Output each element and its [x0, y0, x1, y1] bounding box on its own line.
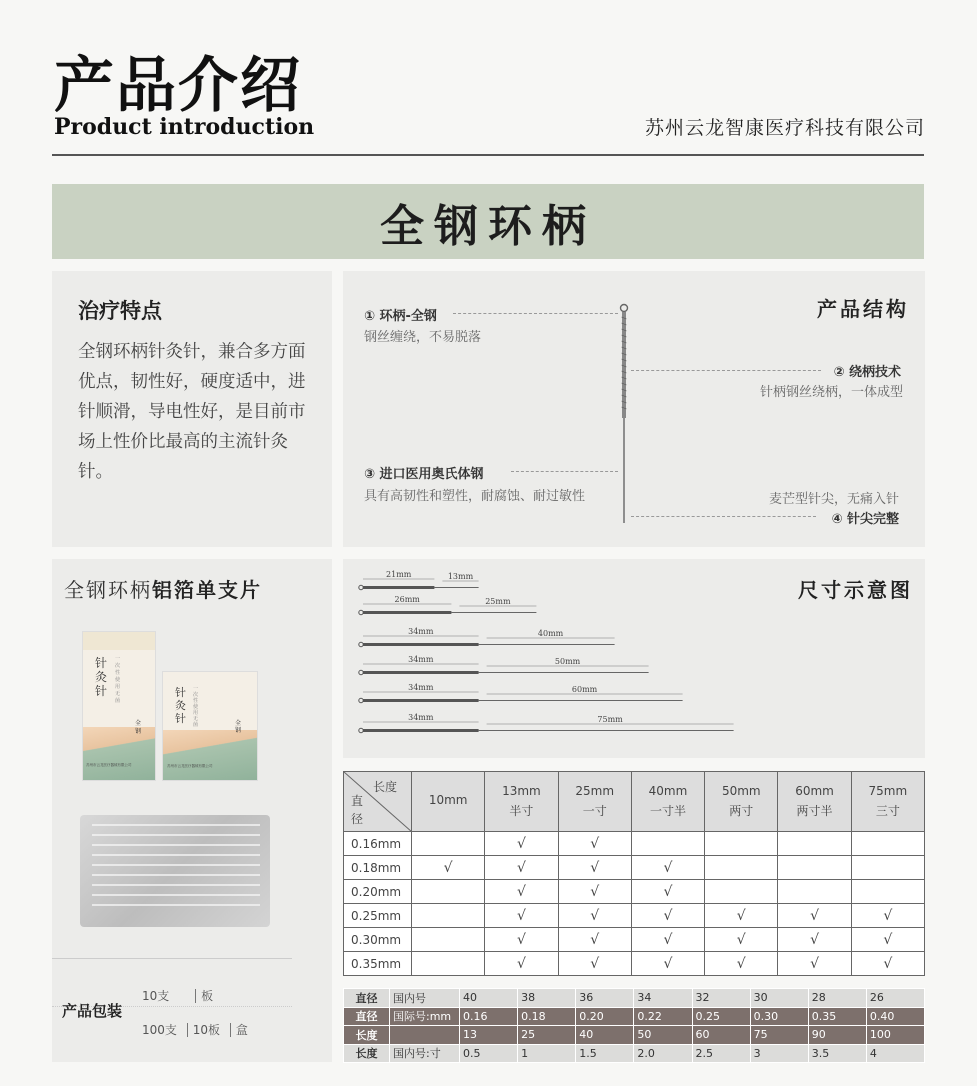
size-diagram-panel [343, 559, 925, 758]
conversion-value: 13 [460, 1026, 518, 1045]
spec-cell [412, 880, 485, 904]
conversion-value: 0.30 [750, 1007, 808, 1026]
structure-label-2: ② 绕柄技术 [833, 365, 901, 380]
conversion-subkey [390, 1026, 460, 1045]
leader-line-2 [631, 370, 821, 371]
conversion-value: 38 [518, 989, 576, 1008]
needle-40mm [359, 627, 615, 647]
size-diagram-title: 尺寸示意图 [798, 578, 913, 602]
spec-cell: √ [851, 952, 924, 976]
spec-cell: √ [851, 928, 924, 952]
spec-table [343, 771, 925, 976]
spec-col-25mm: 25mm 一寸 [558, 772, 631, 832]
conversion-value: 26 [866, 989, 924, 1008]
conversion-subkey: 国内号 [390, 989, 460, 1008]
body-length-label: 40mm [537, 629, 564, 638]
spec-row [344, 856, 925, 880]
features-body: 全钢环柄针灸针，兼合多方面优点，韧性好，硬度适中，进针顺滑，导电性好，是目前市场上性价比最高的主流针灸针。 [78, 342, 306, 482]
product-panel [52, 559, 332, 1062]
spec-col-40mm: 40mm 一寸半 [631, 772, 704, 832]
conversion-value: 0.20 [576, 1007, 634, 1026]
body-length-label: 75mm [597, 715, 623, 724]
spec-cell [705, 856, 778, 880]
conversion-subkey: 国内号:寸 [390, 1044, 460, 1063]
conversion-value: 0.25 [692, 1007, 750, 1026]
header-divider [52, 154, 924, 156]
spec-cell: √ [778, 904, 851, 928]
conversion-value: 40 [460, 989, 518, 1008]
spec-cell [705, 880, 778, 904]
conversion-value: 25 [518, 1026, 576, 1045]
conversion-key: 直径 [344, 1007, 390, 1026]
spec-cell: √ [558, 904, 631, 928]
product-box-small: 针灸针 一次性使用无菌 全钢 苏州市云龙医疗器械有限公司 [162, 671, 258, 781]
spec-cell: √ [631, 904, 704, 928]
conversion-value: 0.18 [518, 1007, 576, 1026]
spec-cell [778, 880, 851, 904]
body-length-label: 50mm [554, 657, 581, 666]
spec-cell: √ [412, 856, 485, 880]
structure-panel [343, 271, 925, 547]
page-subtitle: Product introduction [54, 114, 315, 140]
conversion-value: 4 [866, 1044, 924, 1063]
conversion-value: 0.16 [460, 1007, 518, 1026]
spec-cell: √ [558, 952, 631, 976]
spec-cell: √ [778, 928, 851, 952]
packaging-label: 产品包装 [62, 1002, 123, 1020]
conversion-key: 长度 [344, 1026, 390, 1045]
handle-length-label: 34mm [408, 713, 434, 722]
spec-row [344, 952, 925, 976]
spec-cell [412, 928, 485, 952]
spec-corner: 长度 直 径 [344, 772, 412, 832]
structure-sub-4: 麦芒型针尖，无痛入针 [768, 492, 899, 507]
body-length-label: 13mm [447, 572, 474, 581]
needle-60mm [359, 683, 683, 703]
structure-sub-1: 钢丝缠绕，不易脱落 [364, 330, 482, 345]
conversion-value: 1 [518, 1044, 576, 1063]
spec-diameter: 0.30mm [344, 928, 412, 952]
product-name: 全钢环柄 [380, 200, 596, 252]
spec-col-50mm: 50mm 两寸 [705, 772, 778, 832]
conversion-row [344, 989, 925, 1008]
spec-cell: √ [631, 928, 704, 952]
spec-col-10mm: 10mm [412, 772, 485, 832]
spec-cell: √ [485, 856, 558, 880]
conversion-value: 60 [692, 1026, 750, 1045]
spec-cell [778, 832, 851, 856]
structure-title: 产品结构 [817, 297, 909, 321]
spec-cell [778, 856, 851, 880]
spec-col-60mm: 60mm 两寸半 [778, 772, 851, 832]
spec-cell: √ [485, 832, 558, 856]
conversion-value: 0.5 [460, 1044, 518, 1063]
conversion-value: 3.5 [808, 1044, 866, 1063]
spec-cell: √ [705, 952, 778, 976]
features-panel [52, 271, 332, 547]
conversion-key: 直径 [344, 989, 390, 1008]
company-name: 苏州云龙智康医疗科技有限公司 [644, 117, 925, 139]
spec-cell: √ [705, 904, 778, 928]
spec-cell [705, 832, 778, 856]
structure-label-3: ③ 进口医用奥氏体钢 [364, 467, 484, 482]
leader-line-1 [453, 313, 618, 314]
spec-cell: √ [558, 856, 631, 880]
spec-col-75mm: 75mm 三寸 [851, 772, 924, 832]
spec-cell [412, 832, 485, 856]
handle-length-label: 21mm [386, 570, 412, 579]
leader-line-3 [511, 471, 618, 472]
spec-cell: √ [485, 928, 558, 952]
conversion-value: 100 [866, 1026, 924, 1045]
conversion-value: 1.5 [576, 1044, 634, 1063]
structure-label-1: ① 环柄-全钢 [364, 309, 437, 324]
conversion-value: 0.35 [808, 1007, 866, 1026]
size-diagram [343, 559, 925, 758]
handle-length-label: 34mm [408, 683, 434, 692]
packaging-divider [52, 958, 292, 959]
conversion-value: 75 [750, 1026, 808, 1045]
spec-cell [851, 856, 924, 880]
spec-row [344, 928, 925, 952]
spec-cell: √ [558, 880, 631, 904]
conversion-table [343, 988, 925, 1063]
conversion-value: 2.5 [692, 1044, 750, 1063]
spec-diameter: 0.16mm [344, 832, 412, 856]
packaging-row-2: 100支 10板 盒 [142, 1023, 248, 1037]
handle-length-label: 26mm [394, 595, 420, 604]
conversion-value: 36 [576, 989, 634, 1008]
spec-cell [412, 952, 485, 976]
spec-cell: √ [485, 952, 558, 976]
spec-row [344, 880, 925, 904]
spec-diameter: 0.18mm [344, 856, 412, 880]
spec-cell: √ [631, 856, 704, 880]
spec-header-row [344, 772, 925, 832]
spec-cell: √ [485, 904, 558, 928]
spec-cell: √ [778, 952, 851, 976]
conversion-value: 90 [808, 1026, 866, 1045]
needle-50mm [359, 655, 649, 675]
product-banner [52, 184, 924, 259]
conversion-value: 3 [750, 1044, 808, 1063]
handle-length-label: 34mm [408, 655, 434, 664]
page-title: 产品介绍 [54, 51, 302, 121]
spec-cell [851, 832, 924, 856]
conversion-row [344, 1007, 925, 1026]
spec-cell: √ [631, 952, 704, 976]
body-length-label: 25mm [485, 597, 511, 606]
conversion-value: 50 [634, 1026, 692, 1045]
spec-diameter: 0.35mm [344, 952, 412, 976]
conversion-value: 28 [808, 989, 866, 1008]
foil-sheet-image [80, 815, 270, 927]
conversion-subkey: 国际号:mm [390, 1007, 460, 1026]
structure-sub-2: 针柄钢丝绕柄，一体成型 [759, 385, 903, 400]
spec-cell [412, 904, 485, 928]
needle-13mm [359, 570, 479, 590]
conversion-value: 0.40 [866, 1007, 924, 1026]
needle-25mm [359, 595, 537, 615]
spec-col-13mm: 13mm 半寸 [485, 772, 558, 832]
spec-cell: √ [851, 904, 924, 928]
product-box-large: 针灸针 一次性使用无菌 全钢 苏州市云龙医疗器械有限公司 [82, 631, 156, 781]
conversion-value: 32 [692, 989, 750, 1008]
product-title: 全钢环柄铝箔单支片 [64, 578, 262, 602]
spec-row [344, 832, 925, 856]
conversion-value: 40 [576, 1026, 634, 1045]
spec-diameter: 0.20mm [344, 880, 412, 904]
conversion-row [344, 1044, 925, 1063]
needle-75mm [359, 713, 734, 733]
conversion-row [344, 1026, 925, 1045]
spec-diameter: 0.25mm [344, 904, 412, 928]
conversion-key: 长度 [344, 1044, 390, 1063]
spec-cell: √ [558, 928, 631, 952]
spec-cell: √ [631, 880, 704, 904]
spec-cell: √ [558, 832, 631, 856]
leader-line-4 [631, 516, 816, 517]
handle-length-label: 34mm [408, 627, 434, 636]
spec-cell: √ [705, 928, 778, 952]
conversion-value: 34 [634, 989, 692, 1008]
packaging-row-1: 10支 板 [142, 989, 214, 1003]
spec-cell: √ [485, 880, 558, 904]
conversion-value: 30 [750, 989, 808, 1008]
body-length-label: 60mm [571, 685, 598, 694]
structure-sub-3: 具有高韧性和塑性，耐腐蚀、耐过敏性 [364, 489, 586, 504]
spec-row [344, 904, 925, 928]
structure-label-4: ④ 针尖完整 [831, 512, 899, 527]
conversion-value: 2.0 [634, 1044, 692, 1063]
features-title: 治疗特点 [78, 299, 162, 323]
conversion-value: 0.22 [634, 1007, 692, 1026]
spec-cell [851, 880, 924, 904]
spec-cell [631, 832, 704, 856]
